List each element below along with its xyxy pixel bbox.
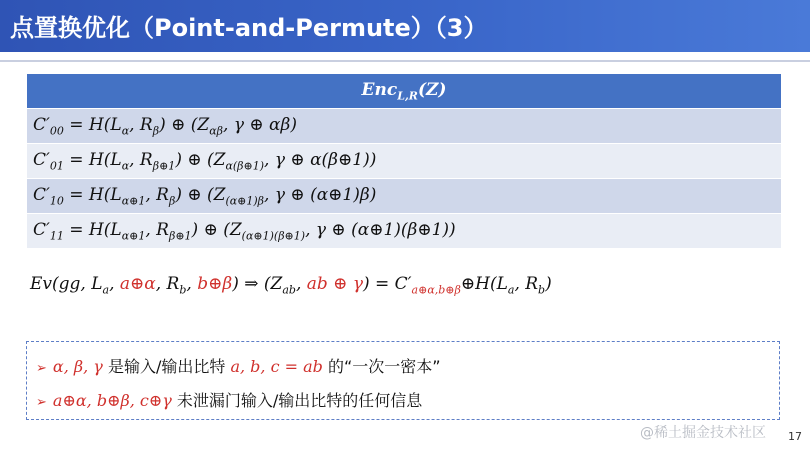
eval-sub-highlight: a⊕α,b⊕β (411, 283, 461, 297)
table-row (27, 179, 782, 214)
eval-text: , (109, 274, 120, 294)
row-mid: , R (145, 184, 169, 205)
row-z-sub: (α⊕1)β (225, 194, 265, 208)
arrow-bullet-icon: ➢ (36, 395, 47, 410)
eval-sub: a (507, 283, 515, 297)
note-text: 是输入/输出比特 (102, 357, 231, 376)
enc-args: (Z) (417, 79, 447, 100)
eval-sub: a (102, 283, 110, 297)
table-cell (27, 109, 782, 144)
enc-label: Enc (361, 79, 398, 100)
eval-text: , (186, 274, 198, 294)
eval-highlight: b⊕β (197, 274, 233, 294)
note-text: 的“一次一密本” (322, 357, 441, 376)
eval-text: ) (545, 274, 552, 294)
row-eq: = H(L (63, 114, 122, 135)
row-lhs: C′ (33, 184, 50, 205)
table-row (27, 214, 782, 249)
eval-text: , R (514, 274, 539, 294)
eval-text: ⊕H(L (460, 274, 508, 294)
row-z-sub: αβ (209, 124, 224, 138)
row-r-sub: β⊕1 (168, 229, 192, 243)
header-divider (0, 60, 810, 62)
note-math: a, b, c = ab (230, 357, 323, 376)
table-cell (27, 144, 782, 179)
row-tail1: ) ⊕ (Z (159, 114, 210, 135)
eval-highlight: a⊕α (119, 274, 156, 294)
slide-header (0, 0, 810, 52)
row-r-sub: β⊕1 (152, 159, 176, 173)
row-mid: , R (129, 149, 153, 170)
row-l-sub: α (121, 159, 130, 173)
table-cell (27, 214, 782, 249)
eval-text: ) ⇒ (Z (232, 274, 283, 294)
row-tail1: ) ⊕ (Z (175, 184, 226, 205)
row-lhs-sub: 00 (49, 124, 64, 138)
row-l-sub: α (121, 124, 130, 138)
note-math: a⊕α, b⊕β, c⊕γ (52, 391, 172, 410)
eval-sub: ab (282, 283, 296, 297)
enc-subscript: L,R (397, 89, 418, 103)
row-lhs-sub: 01 (49, 159, 64, 173)
eval-text: , R (155, 274, 180, 294)
row-l-sub: α⊕1 (121, 194, 146, 208)
row-lhs-sub: 10 (49, 194, 64, 208)
row-eq: = H(L (63, 149, 122, 170)
notes-box (26, 341, 780, 420)
row-lhs-sub: 11 (49, 229, 64, 243)
table-row (27, 144, 782, 179)
note-item (36, 354, 441, 377)
eval-text: , (295, 274, 307, 294)
note-text: 未泄漏门输入/输出比特的任何信息 (171, 391, 423, 410)
row-tail2: , γ ⊕ α(β⊕1)) (264, 149, 377, 170)
table-row (27, 109, 782, 144)
row-mid: , R (145, 219, 169, 240)
row-eq: = H(L (63, 219, 122, 240)
slide-title: 点置换优化（Point-and-Permute）（3） (10, 14, 488, 42)
note-item (36, 388, 422, 411)
eval-text: Ev(gg, L (30, 274, 103, 294)
eval-highlight: ab ⊕ γ (306, 274, 363, 294)
row-tail2: , γ ⊕ (α⊕1)β) (264, 184, 377, 205)
row-tail2: , γ ⊕ (α⊕1)(β⊕1)) (305, 219, 456, 240)
watermark: @稀土掘金技术社区 (640, 425, 766, 441)
note-math: α, β, γ (52, 357, 103, 376)
evaluation-formula (30, 274, 552, 296)
eval-sub: b (538, 283, 546, 297)
row-lhs: C′ (33, 114, 50, 135)
page-number: 17 (788, 430, 802, 443)
eval-sub: b (179, 283, 187, 297)
row-z-sub: (α⊕1)(β⊕1) (241, 229, 306, 243)
arrow-bullet-icon: ➢ (36, 361, 47, 376)
row-tail1: ) ⊕ (Z (191, 219, 242, 240)
row-mid: , R (129, 114, 153, 135)
row-lhs: C′ (33, 149, 50, 170)
table-cell (27, 179, 782, 214)
row-r-sub: β (168, 194, 176, 208)
row-l-sub: α⊕1 (121, 229, 146, 243)
row-r-sub: β (152, 124, 160, 138)
row-eq: = H(L (63, 184, 122, 205)
row-z-sub: α(β⊕1) (225, 159, 265, 173)
row-tail2: , γ ⊕ αβ) (223, 114, 297, 135)
table-header-row (27, 74, 782, 109)
row-lhs: C′ (33, 219, 50, 240)
eval-text: ) = C′ (362, 274, 412, 294)
row-tail1: ) ⊕ (Z (175, 149, 226, 170)
table-header-cell (27, 74, 782, 109)
encryption-table (26, 73, 782, 249)
